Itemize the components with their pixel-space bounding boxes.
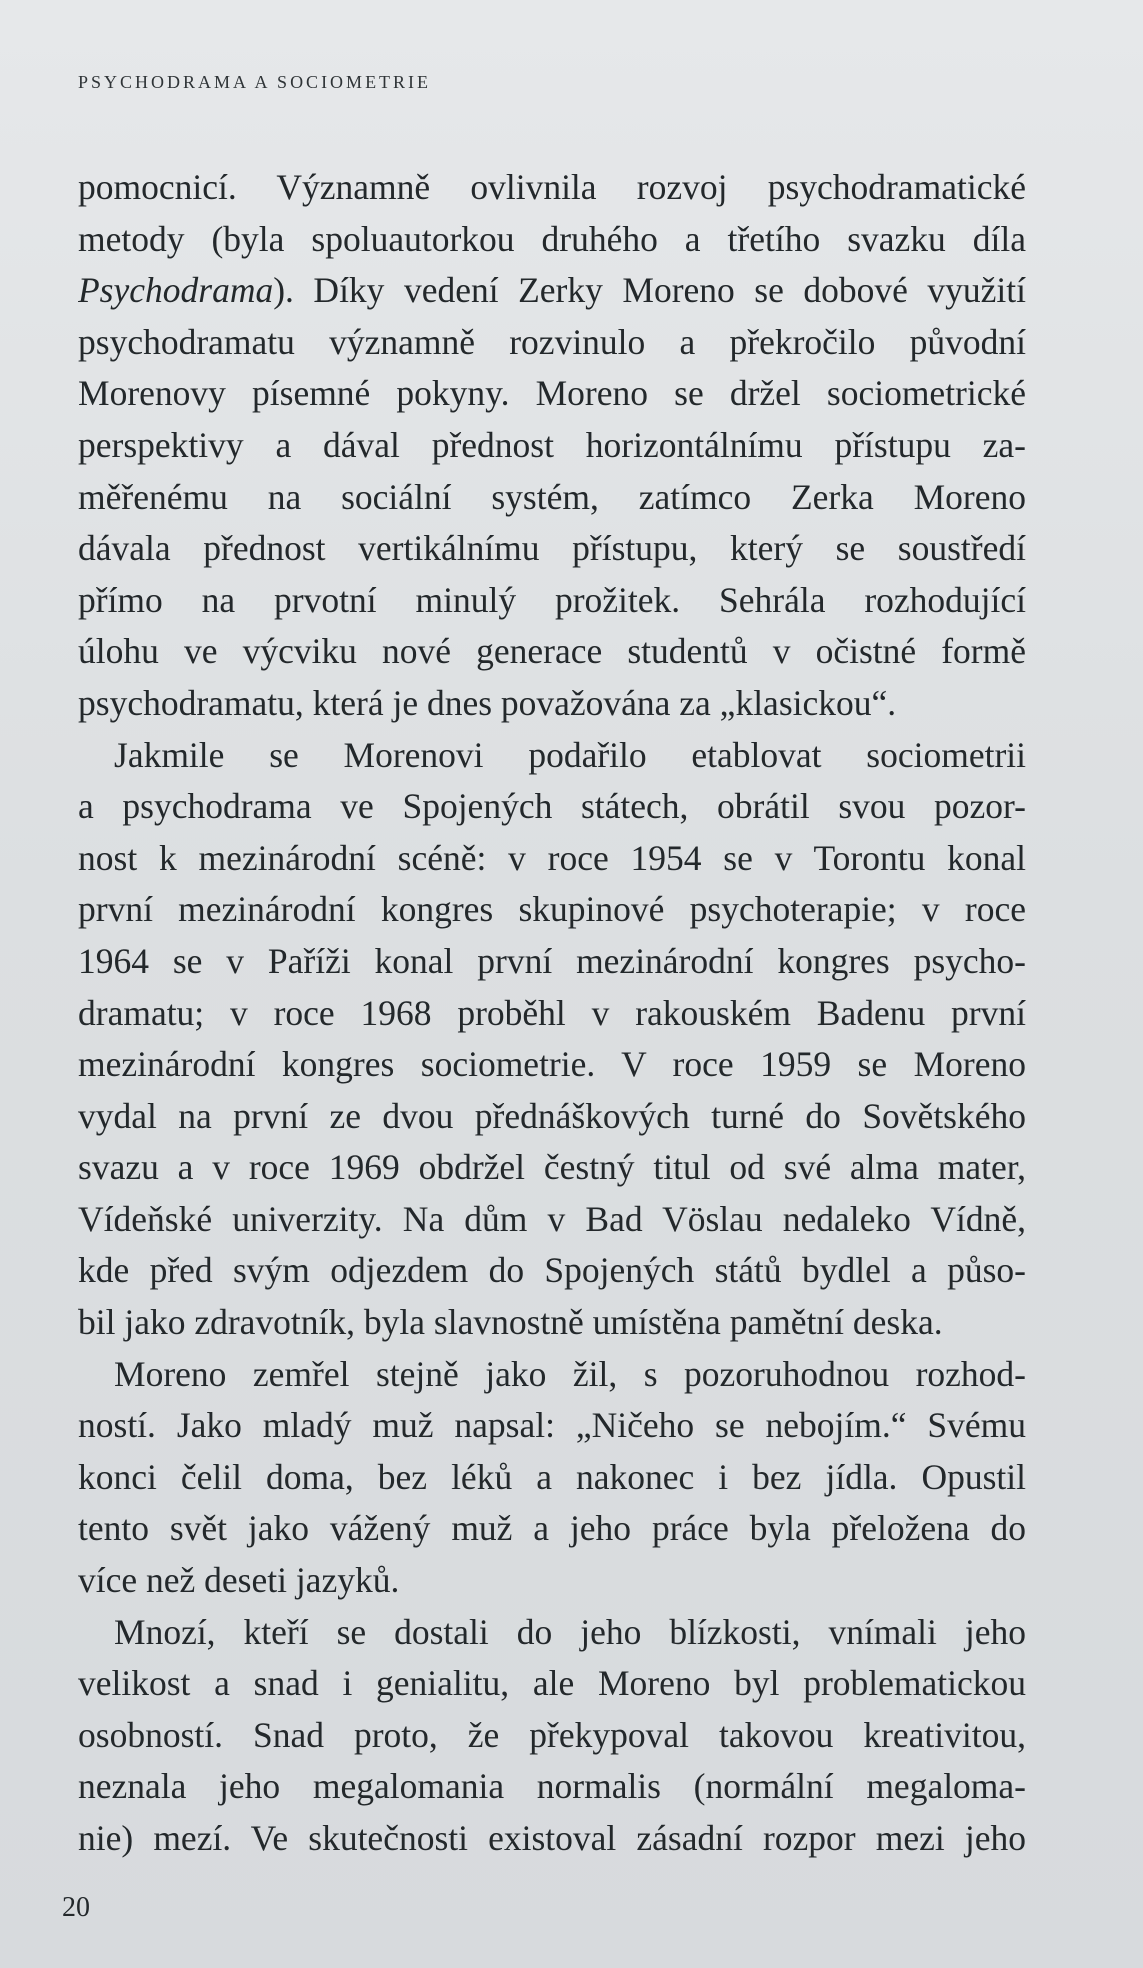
text-line-with-italic [78, 265, 1026, 317]
text-line: mezinárodní kongres sociometrie. V roce 1959 se Moreno [78, 1044, 1026, 1085]
text-line: Moreno zemřel stejně jako žil, s pozoruhodnou rozhod- [114, 1353, 1026, 1394]
text-line: dramatu; v roce 1968 proběhl v rakouském Badenu první [78, 992, 1026, 1033]
text-line: pomocnicí. Významně ovlivnila rozvoj psychodramatické [78, 167, 1026, 207]
text-line: více než deseti jazyků. [78, 1560, 400, 1601]
text-line: psychodramatu, která je dnes považována za „klasickou“. [78, 682, 897, 723]
text-line: ností. Jako mladý muž napsal: „Ničeho se nebojím.“ Svému [78, 1405, 1026, 1446]
text-line: nost k mezinárodní scéně: v roce 1954 se v Torontu konal [78, 837, 1026, 878]
text-line: úlohu ve výcviku nové generace studentů v očistné formě [78, 631, 1026, 672]
book-title-italic: Psychodrama [78, 270, 274, 311]
text-line: neznala jeho megalomania normalis (normální megaloma- [78, 1766, 1026, 1807]
text-line-rest: ). Díky vedení Zerky Moreno se dobové využití [273, 270, 1026, 311]
text-line: Vídeňské univerzity. Na dům v Bad Vöslau nedaleko Vídně, [78, 1198, 1026, 1239]
text-line: přímo na prvotní minulý prožitek. Sehrála rozhodující [78, 579, 1026, 620]
text-line: měřenému na sociální systém, zatímco Zerka Moreno [78, 476, 1026, 517]
text-line: konci čelil doma, bez léků a nakonec i bez jídla. Opustil [78, 1456, 1026, 1497]
body-text [78, 162, 1026, 1865]
running-header: PSYCHODRAMA A SOCIOMETRIE [78, 72, 432, 92]
text-line: Mnozí, kteří se dostali do jeho blízkosti, vnímali jeho [114, 1611, 1026, 1652]
page-number: 20 [62, 1892, 90, 1923]
text-line: nie) mezí. Ve skutečnosti existoval zásadní rozpor mezi jeho [78, 1818, 1026, 1858]
text-line: bil jako zdravotník, byla slavnostně umístěna pamětní deska. [78, 1302, 943, 1343]
text-line: velikost a snad i genialitu, ale Moreno byl problematickou [78, 1663, 1026, 1704]
text-line: metody (byla spoluautorkou druhého a třetího svazku díla [78, 218, 1026, 259]
text-line: svazu a v roce 1969 obdržel čestný titul od své alma mater, [78, 1147, 1026, 1188]
text-line: Morenovy písemné pokyny. Moreno se držel sociometrické [78, 373, 1026, 414]
text-line: tento svět jako vážený muž a jeho práce byla přeložena do [78, 1508, 1026, 1549]
text-line: perspektivy a dával přednost horizontálnímu přístupu za- [78, 424, 1026, 465]
text-line: vydal na první ze dvou přednáškových turné do Sovětského [78, 1095, 1026, 1136]
text-line: 1964 se v Paříži konal první mezinárodní kongres psycho- [78, 940, 1026, 981]
text-line: a psychodrama ve Spojených státech, obrátil svou pozor- [78, 786, 1026, 827]
text-line: osobností. Snad proto, že překypoval takovou kreativitou, [78, 1714, 1026, 1755]
text-line: psychodramatu významně rozvinulo a překročilo původní [78, 321, 1026, 362]
text-line: Jakmile se Morenovi podařilo etablovat sociometrii [114, 734, 1026, 775]
text-line: kde před svým odjezdem do Spojených států bydlel a půso- [78, 1250, 1026, 1291]
text-line: dávala přednost vertikálnímu přístupu, který se soustředí [78, 528, 1026, 569]
text-line: první mezinárodní kongres skupinové psychoterapie; v roce [78, 889, 1026, 930]
